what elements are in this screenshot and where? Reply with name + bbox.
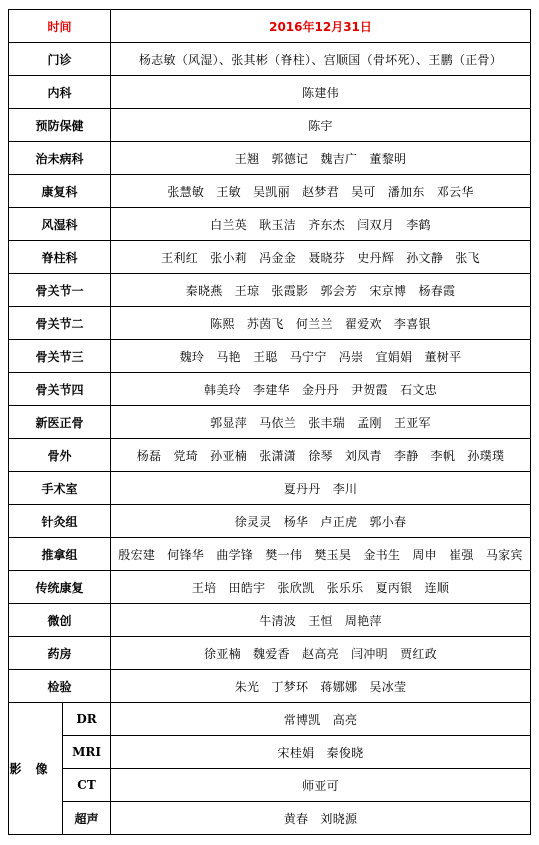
imaging-modality-label: 超声 [63,802,111,835]
table-row [9,406,531,439]
staff-names: 牛清波 王恒 周艳萍 [111,604,531,637]
department-label: 检验 [9,670,111,703]
table-row [9,604,531,637]
time-label: 时间 [9,10,111,43]
table-row [9,307,531,340]
department-label: 针灸组 [9,505,111,538]
staff-names: 王翘 郭德记 魏吉广 董黎明 [111,142,531,175]
staff-names: 徐亚楠 魏爱香 赵高亮 闫冲明 贾红政 [111,637,531,670]
department-label: 手术室 [9,472,111,505]
table-row [9,571,531,604]
department-label: 预防保健 [9,109,111,142]
staff-names: 王利红 张小莉 冯金金 聂晓芬 史丹辉 孙文静 张飞 [111,241,531,274]
table-row [9,208,531,241]
table-row [9,109,531,142]
department-label: 新医正骨 [9,406,111,439]
department-label: 治未病科 [9,142,111,175]
table-row [9,76,531,109]
table-row [9,340,531,373]
department-label: 骨关节一 [9,274,111,307]
table-row [9,505,531,538]
table-row [9,241,531,274]
department-label: 传统康复 [9,571,111,604]
imaging-row [9,703,531,736]
table-row [9,274,531,307]
duty-roster-table [8,9,531,835]
table-row [9,670,531,703]
department-label: 康复科 [9,175,111,208]
department-label: 骨关节三 [9,340,111,373]
department-label: 药房 [9,637,111,670]
staff-names: 王培 田皓宇 张欣凯 张乐乐 夏丙银 连顺 [111,571,531,604]
staff-names: 师亚可 [111,769,531,802]
staff-names: 朱光 丁梦环 蒋娜娜 吴冰莹 [111,670,531,703]
imaging-row [9,736,531,769]
staff-names: 陈建伟 [111,76,531,109]
department-label: 门诊 [9,43,111,76]
staff-names: 杨志敏（风湿）、张其彬（脊柱）、宫顺国（骨坏死）、王鹏（正骨） [111,43,531,76]
staff-names: 殷宏建 何锋华 曲学锋 樊一伟 樊玉昊 金书生 周申 崔强 马家宾 [111,538,531,571]
department-label: 微创 [9,604,111,637]
table-row [9,472,531,505]
department-label: 内科 [9,76,111,109]
staff-names: 陈熙 苏茵飞 何兰兰 翟爱欢 李喜银 [111,307,531,340]
staff-names: 郭显萍 马依兰 张丰瑞 孟刚 王亚军 [111,406,531,439]
table-row [9,637,531,670]
staff-names: 韩美玲 李建华 金丹丹 尹贺霞 石文忠 [111,373,531,406]
department-label: 骨外 [9,439,111,472]
imaging-row [9,769,531,802]
table-row [9,439,531,472]
department-label: 骨关节四 [9,373,111,406]
staff-names: 陈宇 [111,109,531,142]
staff-names: 秦晓燕 王琼 张霞影 郭会芳 宋京博 杨春霞 [111,274,531,307]
table-row [9,142,531,175]
department-label: 骨关节二 [9,307,111,340]
staff-names: 常博凯 高亮 [111,703,531,736]
staff-names: 杨磊 党琦 孙亚楠 张潇潇 徐琴 刘凤青 李静 李帆 孙璞璞 [111,439,531,472]
department-label: 脊柱科 [9,241,111,274]
imaging-modality-label: MRI [63,736,111,769]
staff-names: 黄春 刘晓源 [111,802,531,835]
staff-names: 张慧敏 王敏 吴凯丽 赵梦君 吴可 潘加东 邓云华 [111,175,531,208]
table-row [9,538,531,571]
department-label: 风湿科 [9,208,111,241]
imaging-modality-label: DR [63,703,111,736]
staff-names: 夏丹丹 李川 [111,472,531,505]
table-row [9,43,531,76]
header-row [9,10,531,43]
roster-body [9,10,531,835]
date-value: 2016年12月31日 [111,10,531,43]
table-row [9,175,531,208]
staff-names: 白兰英 耿玉洁 齐东杰 闫双月 李鹤 [111,208,531,241]
staff-names: 魏玲 马艳 王聪 马宁宁 冯崇 宜娟娟 董树平 [111,340,531,373]
imaging-modality-label: CT [63,769,111,802]
table-row [9,373,531,406]
imaging-group-label: 影像 [9,703,63,835]
department-label: 推拿组 [9,538,111,571]
imaging-row [9,802,531,835]
staff-names: 徐灵灵 杨华 卢正虎 郭小春 [111,505,531,538]
staff-names: 宋桂娟 秦俊晓 [111,736,531,769]
